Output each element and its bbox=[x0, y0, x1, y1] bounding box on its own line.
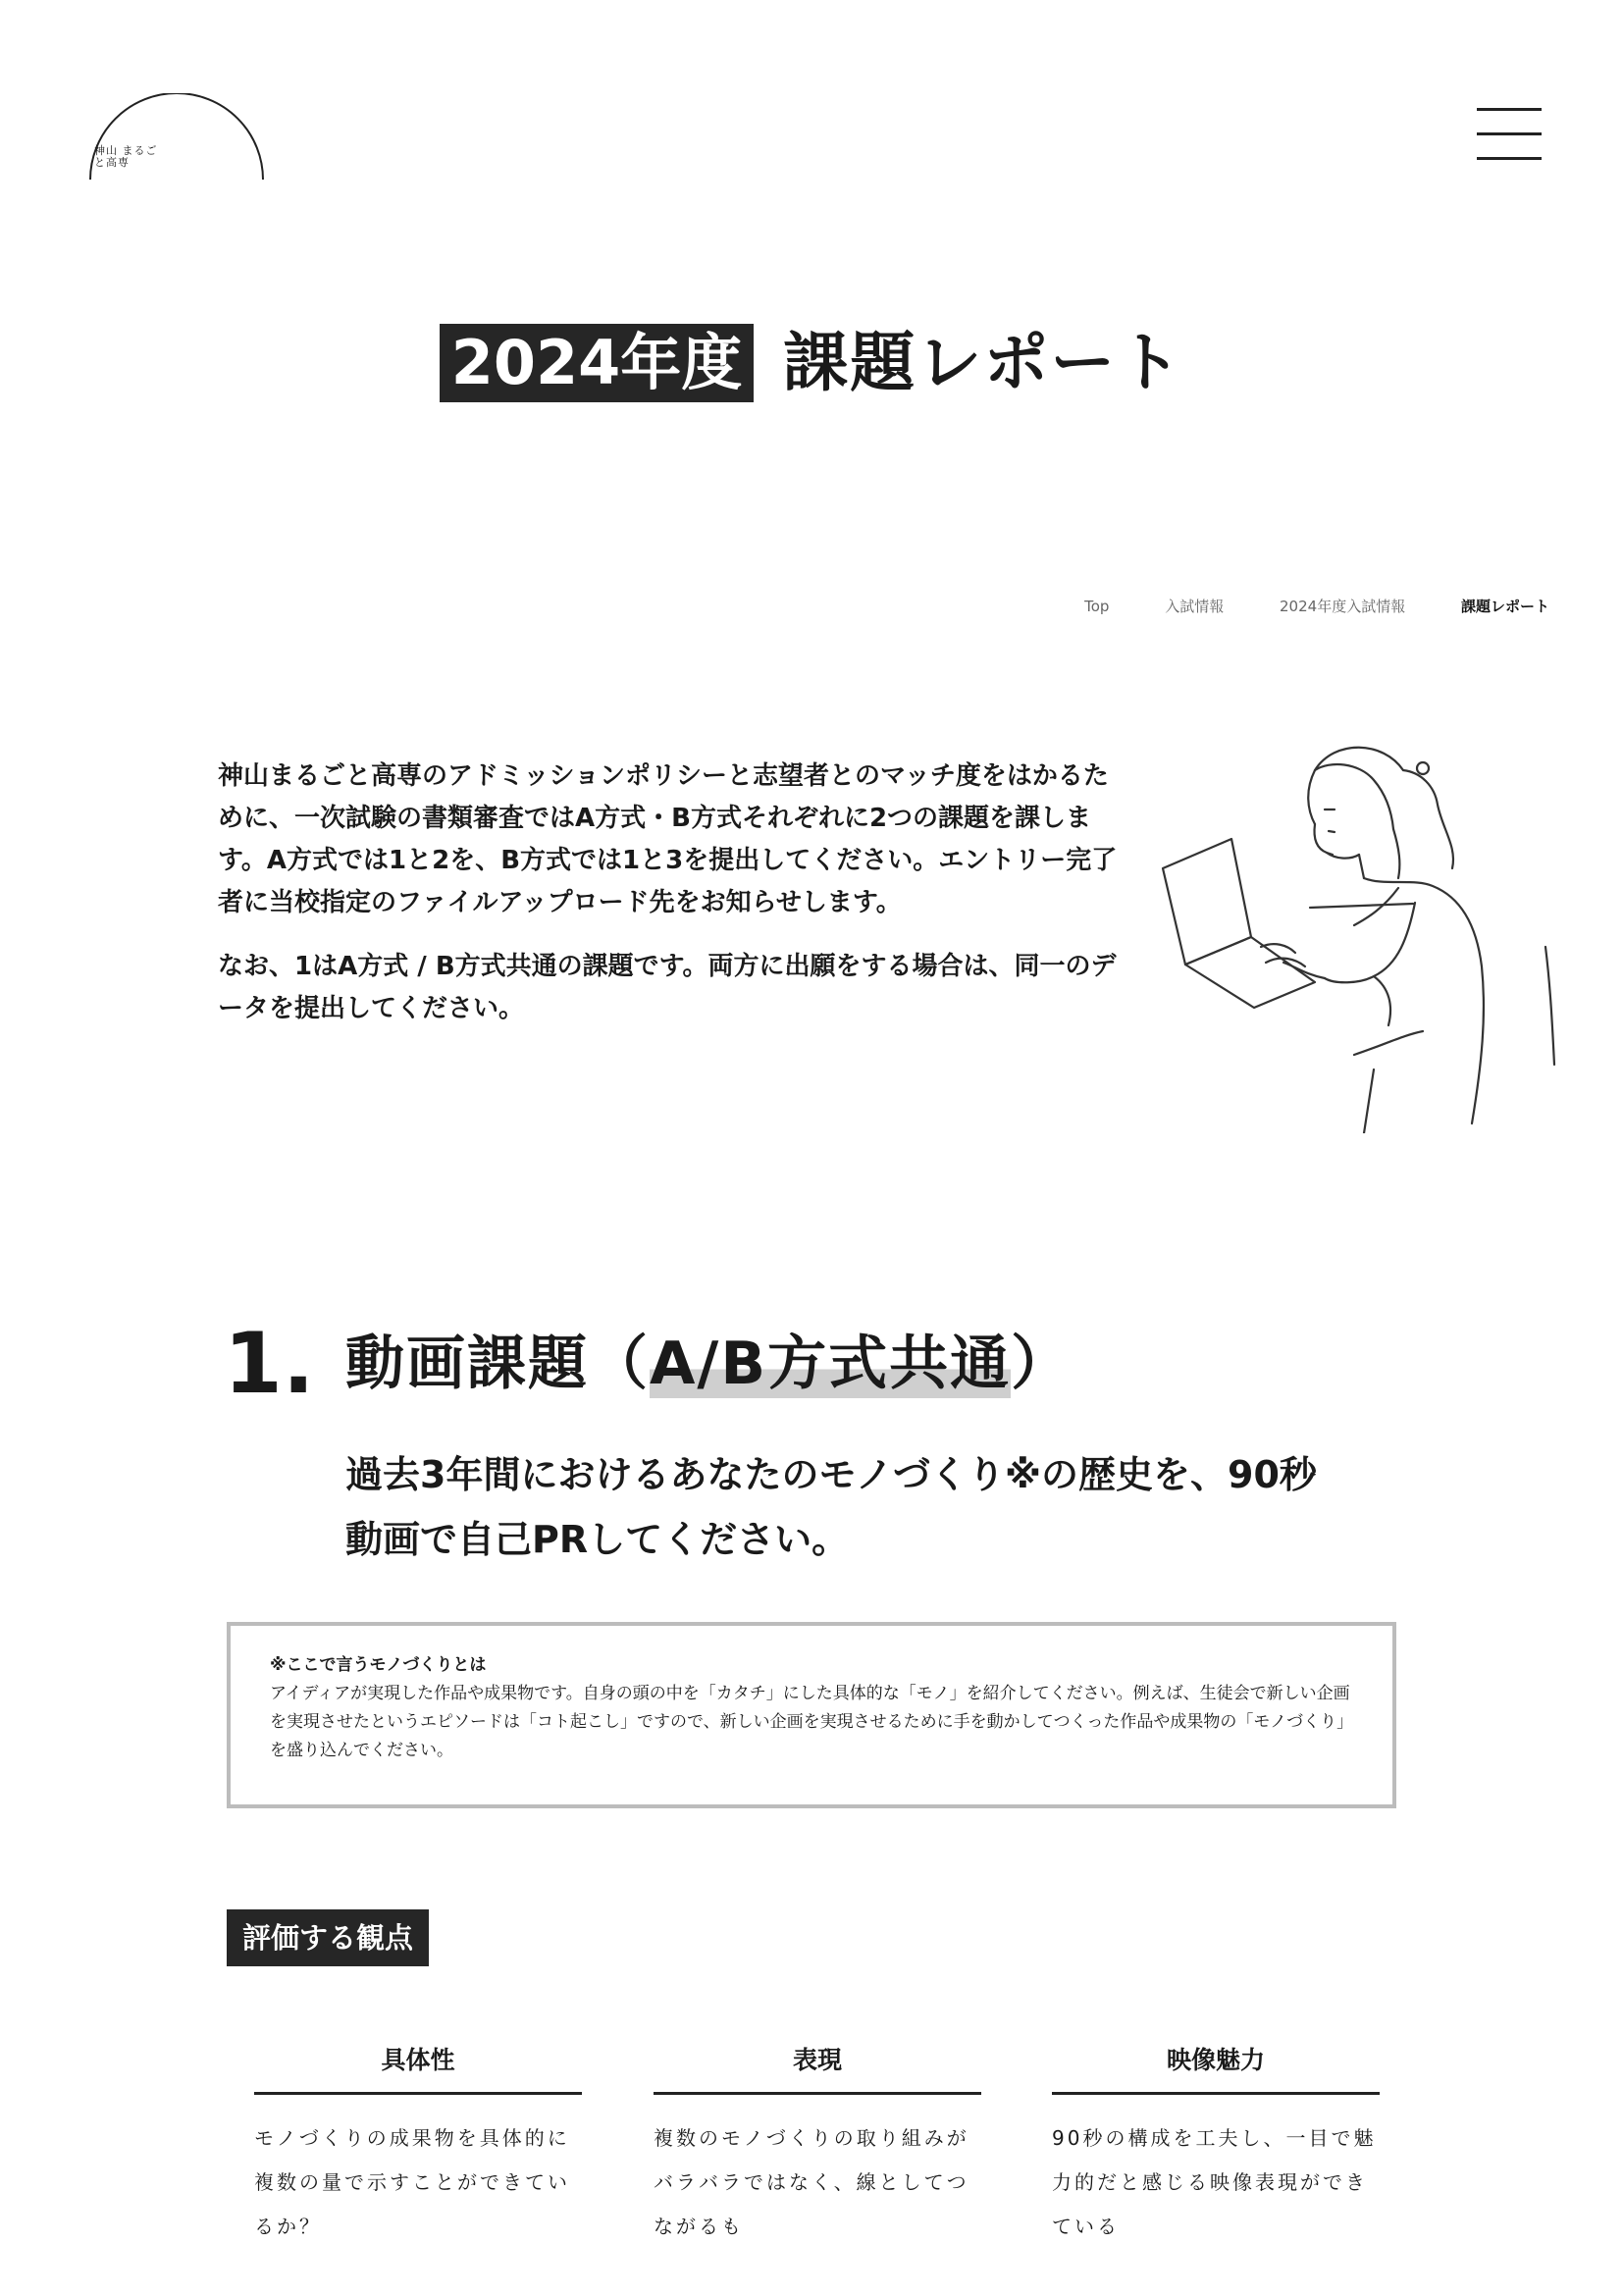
note-title: ※ここで言うモノづくりとは bbox=[270, 1655, 487, 1675]
note-body: アイディアが実現した作品や成果物です。自身の頭の中を「カタチ」にした具体的な「モノ」を紹介してください。例えば、生徒会で新しい企画を実現させたというエピソードは「コト起こし」ですので、新しい企画を実現させるために手を動かしてつくった作品や成果物の「モノづくり」を盛り込んでください。 bbox=[270, 1684, 1350, 1760]
intro-paragraph-2: なお、1はA方式 / B方式共通の課題です。両方に出願をする場合は、同一のデータを提出してください。 bbox=[218, 952, 1117, 1023]
evaluation-column-title: 映像魅力 bbox=[1052, 2041, 1380, 2095]
section-title-highlight: A/B方式共通 bbox=[650, 1330, 1012, 1398]
section-number: 1. bbox=[224, 1315, 315, 1413]
breadcrumb-current: 課題レポート bbox=[1460, 598, 1549, 615]
hamburger-icon[interactable] bbox=[1477, 108, 1542, 161]
logo-text[interactable]: 神山 まるご と高専 bbox=[94, 144, 158, 169]
section-title-suffix: ） bbox=[1011, 1330, 1073, 1398]
evaluation-column-title: 表現 bbox=[654, 2041, 981, 2095]
breadcrumb-admission[interactable]: 入試情報 bbox=[1165, 598, 1225, 615]
evaluation-heading: 評価する観点 bbox=[227, 1909, 429, 1966]
evaluation-column-desc: 90秒の構成を工夫し、一目で魅力的だと感じる映像表現ができている bbox=[1052, 2126, 1377, 2238]
evaluation-column-visual-appeal bbox=[1052, 2041, 1380, 2249]
breadcrumb-top[interactable]: Top bbox=[1084, 598, 1110, 615]
evaluation-column-desc: 複数のモノづくりの取り組みがバラバラではなく、線としてつながるも bbox=[654, 2126, 969, 2238]
evaluation-column-expression bbox=[654, 2041, 981, 2249]
intro-paragraph-1: 神山まるごと高専のアドミッションポリシーと志望者とのマッチ度をはかるために、一次試験の書類審査ではA方式・B方式それぞれに2つの課題を課します。A方式では1と2を、B方式では1と3を提出してください。エントリー完了者に当校指定のファイルアップロード先をお知らせします。 bbox=[218, 761, 1118, 917]
title-year-badge: 2024年度 bbox=[440, 324, 755, 402]
breadcrumb-2024-admission[interactable]: 2024年度入試情報 bbox=[1280, 598, 1406, 615]
intro-text bbox=[218, 756, 1121, 1052]
illustration-person-laptop bbox=[1158, 731, 1560, 1133]
page-title bbox=[0, 324, 1623, 402]
evaluation-column-specificity bbox=[254, 2041, 582, 2249]
evaluation-column-desc: モノづくりの成果物を具体的に複数の量で示すことができているか？ bbox=[254, 2126, 570, 2238]
evaluation-column-title: 具体性 bbox=[254, 2041, 582, 2095]
section-title bbox=[345, 1315, 1072, 1413]
note-box bbox=[227, 1622, 1396, 1808]
breadcrumb bbox=[1033, 596, 1549, 616]
title-main: 課題レポート bbox=[783, 325, 1184, 400]
section-subtitle: 過去3年間におけるあなたのモノづくり※の歴史を、90秒動画で自己PRしてください。 bbox=[345, 1453, 1317, 1561]
section-title-prefix: 動画課題（ bbox=[345, 1330, 650, 1398]
